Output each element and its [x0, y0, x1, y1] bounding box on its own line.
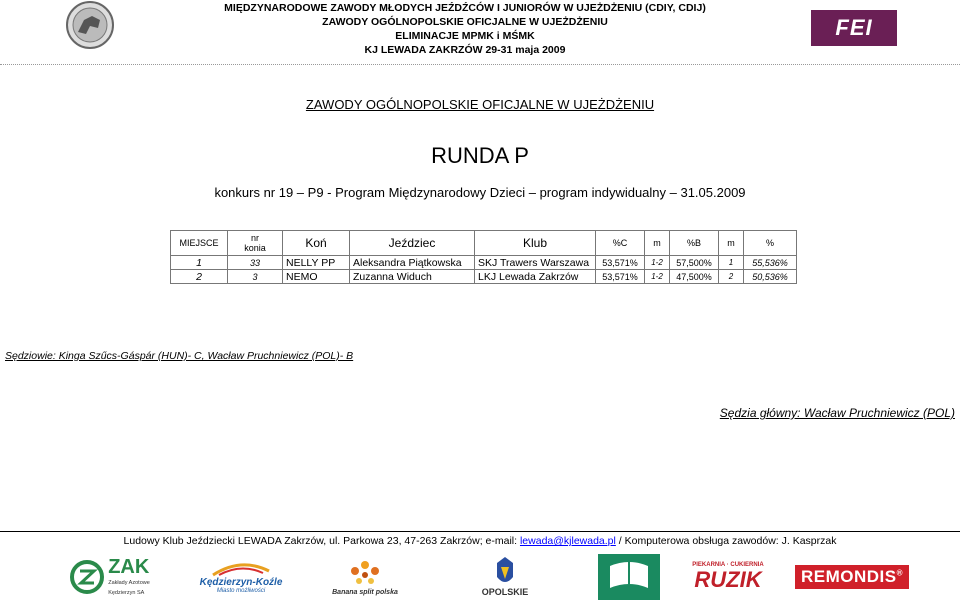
zak-sub2: Kędzierzyn SA	[108, 590, 145, 596]
cell-pc: 53,571%	[596, 270, 645, 284]
cell-nr: 3	[228, 270, 283, 284]
cell-klub: LKJ Lewada Zakrzów	[475, 270, 596, 284]
col-klub: Klub	[475, 231, 596, 256]
cell-kon: NEMO	[283, 270, 350, 284]
event-header	[215, 0, 715, 57]
col-pb: %B	[670, 231, 719, 256]
col-nr-konia-line1: nr	[250, 233, 259, 243]
sponsor-remondis	[796, 552, 908, 602]
col-nr-konia	[228, 231, 283, 256]
banana-dots-icon	[345, 559, 385, 589]
header-line-2: ZAWODY OGÓLNOPOLSKIE OFICJALNE W UJEŻDŻENIU	[322, 16, 608, 28]
opolskie-logo-text: OPOLSKIE	[481, 587, 529, 597]
col-m1: m	[645, 231, 670, 256]
green-book-icon	[598, 554, 660, 600]
header-divider	[0, 64, 960, 65]
fei-logo	[811, 10, 897, 46]
table-header-row	[171, 231, 797, 256]
results-table	[170, 230, 797, 284]
chief-judge-line: Sędzia główny: Wacław Pruchniewicz (POL)	[719, 406, 955, 420]
remondis-logo-box	[795, 565, 909, 589]
cell-kon: NELLY PP	[283, 256, 350, 270]
table-row	[171, 256, 797, 270]
kk-swoosh-icon	[211, 561, 271, 577]
email-link[interactable]: lewada@kjlewada.pl	[519, 535, 616, 547]
footer-divider	[0, 531, 960, 532]
sponsor-green-logo	[598, 552, 660, 602]
kk-sub: Miasto możliwości	[216, 587, 266, 594]
kk-logo-text: Kędzierzyn-Koźle	[199, 576, 283, 588]
cell-pct: 50,536%	[744, 270, 797, 284]
col-nr-konia-line2: konia	[244, 243, 266, 253]
class-title: konkurs nr 19 – P9 - Program Międzynarodowy Dzieci – program indywidualny – 31.05.2009	[214, 185, 746, 200]
cell-jezdziec: Aleksandra Piątkowska	[350, 256, 475, 270]
zak-logo-text: ZAK	[108, 556, 150, 578]
col-m2: m	[719, 231, 744, 256]
cell-m1: 1-2	[645, 270, 670, 284]
fei-logo-text: FEI	[835, 15, 873, 40]
cell-pct: 55,536%	[744, 256, 797, 270]
ruzik-top-text: PIEKARNIA · CUKIERNIA	[692, 562, 764, 568]
col-pc: %C	[596, 231, 645, 256]
cell-jezdziec: Zuzanna Widuch	[350, 270, 475, 284]
header-line-1: MIĘDZYNARODOWE ZAWODY MŁODYCH JEŹDŹCÓW I JUNIORÓW W UJEŻDŻENIU (CDIY, CDIJ)	[224, 2, 706, 14]
cell-miejsce: 2	[171, 270, 228, 284]
round-title: RUNDA P	[431, 143, 529, 168]
sponsor-kedzierzyn-kozle	[196, 552, 286, 602]
cell-pc: 53,571%	[596, 256, 645, 270]
footer-text	[0, 535, 960, 547]
header-line-3: ELIMINACJE MPMK i MŚMK	[395, 30, 535, 42]
col-kon: Koń	[283, 231, 350, 256]
opolskie-crest-icon	[495, 557, 515, 587]
table-row	[171, 270, 797, 284]
col-miejsce: MIEJSCE	[171, 231, 228, 256]
cell-klub: SKJ Trawers Warszawa	[475, 256, 596, 270]
footer-credits: / Komputerowa obsługa zawodów: J. Kasprzak	[615, 535, 837, 547]
col-jezdziec: Jeździec	[350, 231, 475, 256]
cell-miejsce: 1	[171, 256, 228, 270]
zak-emblem-icon	[70, 560, 104, 594]
judges-line: Sędziowie: Kinga Szűcs-Gáspár (HUN)- C, Wacław Pruchniewicz (POL)- B	[5, 350, 354, 362]
header-line-4: KJ LEWADA ZAKRZÓW 29-31 maja 2009	[364, 44, 566, 56]
cell-pb: 57,500%	[670, 256, 719, 270]
col-pct: %	[744, 231, 797, 256]
cell-m2: 2	[719, 270, 744, 284]
federation-logo	[62, 0, 118, 50]
ruzik-logo-text: RUZIK	[694, 567, 762, 592]
sponsor-ruzik	[690, 552, 766, 602]
remondis-logo-text: REMONDIS	[800, 567, 897, 586]
sponsor-opolskie	[460, 552, 550, 602]
cell-m2: 1	[719, 256, 744, 270]
sponsor-banana-split	[320, 552, 410, 602]
footer-address: Ludowy Klub Jeździecki LEWADA Zakrzów, ul. Parkowa 23, 47-263 Zakrzów; e-mail:	[123, 535, 520, 547]
remondis-registered-mark: ®	[896, 568, 904, 578]
cell-m1: 1-2	[645, 256, 670, 270]
competition-title: ZAWODY OGÓLNOPOLSKIE OFICJALNE W UJEŻDŻENIU	[305, 97, 655, 112]
banana-logo-text: Banana split polska	[332, 588, 398, 596]
cell-nr: 33	[228, 256, 283, 270]
sponsor-zak	[60, 552, 160, 602]
zak-sub1: Zakłady Azotowe	[108, 580, 150, 586]
cell-pb: 47,500%	[670, 270, 719, 284]
